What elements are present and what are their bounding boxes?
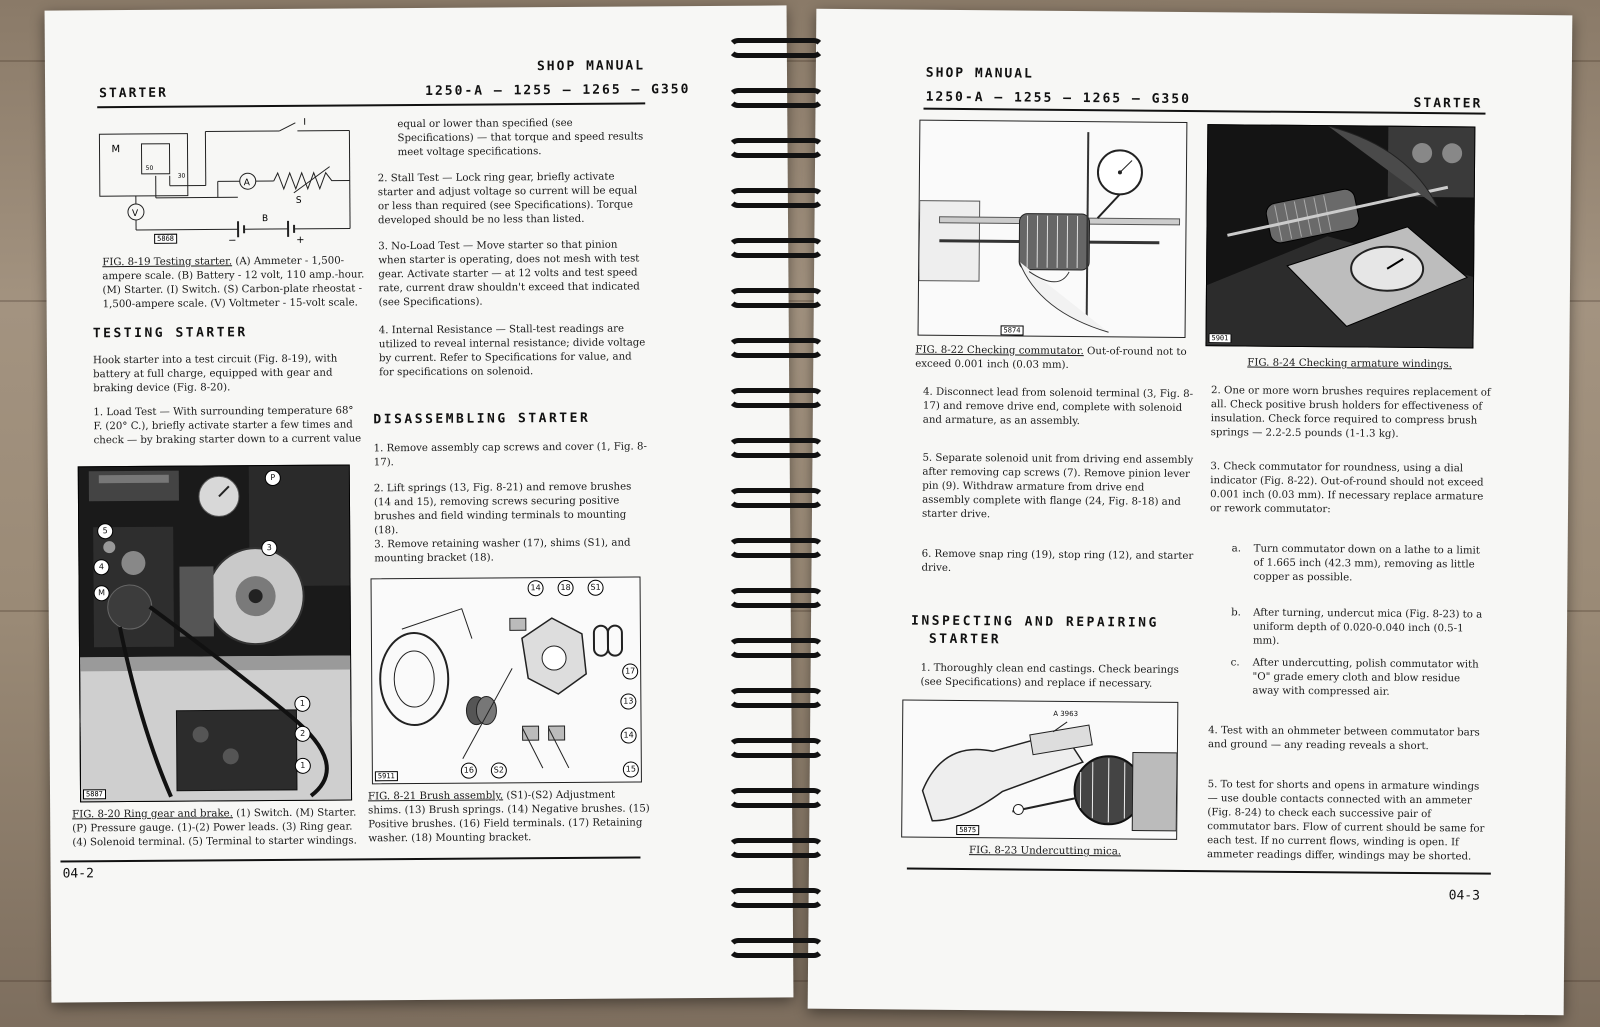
footer-rule	[907, 868, 1491, 875]
fig-8-22-caption	[915, 344, 1193, 374]
callout-13: 13	[620, 693, 636, 709]
caption-text: Out-of-round not to exceed 0.001 inch (0.03 mm).	[915, 346, 1187, 371]
callout-p: P	[265, 470, 281, 486]
inspect-step-4: 4. Test with an ohmmeter between commutator bars and ground — any reading reveals a short.	[1207, 725, 1480, 753]
fig-8-20-caption	[72, 806, 360, 850]
part-label: A 3963	[1053, 709, 1079, 719]
sub-step-b-text: After turning, undercut mica (Fig. 8-23) to a uniform depth of 0.020-0.040 inch (0.5-1 mm).	[1252, 607, 1483, 647]
callout-14-right: 14	[621, 727, 637, 743]
no-load-test-step: 3. No-Load Test — Move starter so that pinion when starter is operating, does not mesh with test gear. Activate starter — at 12 volts and test speed rate, current draw shouldn't exceed that indicated (see Specifications).	[378, 239, 640, 309]
label-m: M	[111, 144, 121, 156]
inspect-step-3: 3. Check commutator for roundness, using a dial indicator (Fig. 8-22). Out-of-round should not exceed 0.001 inch (0.03 mm). If necessary replace armature or rework commutator:	[1209, 461, 1484, 516]
page-number: 04-2	[62, 866, 94, 882]
svg-text:30: 30	[177, 172, 186, 180]
fig-8-21-drawing	[371, 576, 642, 784]
svg-text:50: 50	[145, 164, 154, 172]
callout-17: 17	[622, 663, 638, 679]
figure-label: FIG. 8-24 Checking armature windings.	[1247, 357, 1452, 371]
figure-tag: 5868	[154, 234, 177, 244]
removal-step-5: 5. Separate solenoid unit from driving end assembly after removing cap screws (7). Remove pinion lever pin (9). Withdraw armature from drive end assembly complete with flange (24, Fig. 8-18) and starter drive.	[921, 452, 1194, 521]
figure-tag: 5911	[375, 771, 398, 781]
disassembling-starter-heading: DISASSEMBLING STARTER	[373, 410, 591, 428]
figure-label: FIG. 8-19 Testing starter.	[102, 256, 233, 269]
internal-resistance-step: 4. Internal Resistance — Stall-test readings are utilized to reveal internal resistance; divide voltage by current. Refer to Specifications for value, and for specifications on solenoid.	[378, 323, 646, 379]
callout-s2: S2	[491, 762, 507, 778]
callout-16: 16	[461, 763, 477, 779]
caption-text: (A) Ammeter - 1,500-ampere scale. (B) Battery - 12 volt, 110 amp.-hour. (M) Starter. (I) Switch. (S) Carbon-plate rheostat - 1,500-ampere scale. (V) Voltmeter - 15-volt scale.	[102, 255, 365, 311]
manual-title: SHOP MANUAL	[536, 58, 646, 75]
svg-text:V: V	[131, 208, 139, 219]
callout-2: 2	[295, 726, 311, 742]
figure-tag: 5887	[83, 789, 106, 799]
callout-14-top: 14	[528, 580, 544, 596]
section-header: STARTER	[99, 85, 168, 102]
caption-text: (S1)-(S2) Adjustment shims. (13) Brush springs. (14) Negative brushes. (15) Positive brushes. (16) Field terminals. (17) Retaining washer. (18) Mounting bracket.	[368, 789, 650, 845]
load-test-step: 1. Load Test — With surrounding temperature 68° F. (20° C.), briefly activate starter a few times and check — by braking starter down to a current value	[93, 405, 362, 447]
fig-8-23-drawing	[901, 699, 1178, 839]
callout-m: M	[94, 585, 110, 601]
sub-step-a-text: Turn commutator down on a lathe to a limit of 1.665 inch (42.3 mm), removing as little copper as possible.	[1253, 543, 1480, 584]
callout-18: 18	[558, 580, 574, 596]
figure-label: FIG. 8-22 Checking commutator.	[915, 344, 1084, 358]
fig-8-19-circuit-diagram	[97, 116, 360, 250]
disassembly-step-1: 1. Remove assembly cap screws and cover (1, Fig. 8-17).	[373, 441, 647, 469]
header-rule	[97, 102, 645, 108]
figure-tag: 5874	[1001, 325, 1024, 335]
svg-text:A: A	[243, 178, 250, 189]
disassembly-step-2: 2. Lift springs (13, Fig. 8-21) and remove brushes (14 and 15), removing screws securing positive brushes and field winding terminals to mounting (18).	[373, 481, 632, 537]
fig-8-20-photo	[78, 464, 352, 802]
callout-1-upper: 1	[294, 696, 310, 712]
fig-8-21-caption	[368, 788, 650, 846]
stall-test-step: 2. Stall Test — Lock ring gear, briefly activate starter and adjust voltage so current will be equal or less than required (see Specifications). Torque developed should be no less than listed.	[377, 171, 638, 227]
callout-s1: S1	[588, 580, 604, 596]
figure-label: FIG. 8-21 Brush assembly.	[368, 790, 504, 803]
svg-text:S: S	[295, 195, 302, 206]
footer-rule	[60, 856, 640, 862]
header-rule	[924, 108, 1486, 115]
removal-step-4: 4. Disconnect lead from solenoid terminal (3, Fig. 8-17) and remove drive end, complete with solenoid and armature, as an assembly.	[922, 386, 1194, 428]
disassembly-step-3: 3. Remove retaining washer (17), shims (S1), and mounting bracket (18).	[374, 537, 631, 565]
sub-step-c-letter: c.	[1230, 657, 1240, 669]
fig-8-24-caption	[1247, 356, 1487, 372]
figure-label: FIG. 8-23 Undercutting mica.	[968, 845, 1122, 858]
right-page	[808, 9, 1573, 1016]
model-numbers: 1250-A – 1255 – 1265 – G350	[425, 82, 691, 99]
svg-text:+: +	[296, 234, 305, 246]
svg-text:B: B	[261, 214, 269, 225]
sub-step-c-text: After undercutting, polish commutator with "O" grade emery cloth and blow residue away with compressed air.	[1252, 657, 1479, 698]
inspect-step-5: 5. To test for shorts and opens in armature windings — use double contacts connected with an ammeter (Fig. 8-24) to check each successive pair of commutator bars. Flow of current should be same for each test. If no current flows, winding is open. If ammeter readings differ, windings may be shorted.	[1206, 779, 1485, 863]
sub-step-a-letter: a.	[1231, 543, 1242, 555]
testing-starter-heading: TESTING STARTER	[92, 325, 248, 342]
inspecting-heading-2: STARTER	[928, 631, 1002, 648]
page-number: 04-3	[1448, 888, 1481, 904]
callout-15: 15	[623, 761, 639, 777]
inspecting-heading: INSPECTING AND REPAIRING	[910, 613, 1159, 631]
fig-8-19-caption	[102, 254, 370, 312]
sub-step-b-letter: b.	[1231, 607, 1241, 619]
callout-4: 4	[93, 559, 109, 575]
testing-intro: Hook starter into a test circuit (Fig. 8-19), with battery at full charge, equipped with gear and braking device (Fig. 8-20).	[92, 353, 338, 395]
caption-text: (1) Switch. (M) Starter. (P) Pressure gauge. (1)-(2) Power leads. (3) Ring gear. (4) Solenoid terminal. (5) Terminal to starter windings.	[72, 807, 357, 849]
figure-tag: 5901	[1208, 333, 1231, 343]
figure-label: FIG. 8-20 Ring gear and brake.	[72, 808, 233, 821]
continuation-text: equal or lower than specified (see Specifications) — that torque and speed results meet voltage specifications.	[397, 117, 644, 159]
callout-3: 3	[261, 540, 277, 556]
model-numbers: 1250-A – 1255 – 1265 – G350	[925, 89, 1191, 107]
figure-tag: 5875	[956, 825, 979, 835]
svg-text:I: I	[303, 117, 307, 128]
left-page	[45, 5, 794, 1002]
inspect-step-2: 2. One or more worn brushes requires replacement of all. Check positive brush holders for effectiveness of insulation. Check force required to compress brush springs — 2.2-2.5 pounds (1-1.3 kg).	[1210, 385, 1491, 440]
svg-text:−: −	[228, 235, 237, 247]
removal-step-6: 6. Remove snap ring (19), stop ring (12), and starter drive.	[921, 548, 1194, 574]
section-header: STARTER	[1413, 95, 1483, 112]
manual-title: SHOP MANUAL	[925, 65, 1034, 82]
inspect-step-1: 1. Thoroughly clean end castings. Check bearings (see Specifications) and replace if necessary.	[920, 662, 1179, 690]
fig-8-24-photo	[1205, 124, 1475, 348]
fig-8-22-drawing	[918, 120, 1188, 338]
callout-1-lower: 1	[295, 758, 311, 774]
callout-5: 5	[97, 523, 113, 539]
fig-8-23-caption	[969, 844, 1169, 860]
